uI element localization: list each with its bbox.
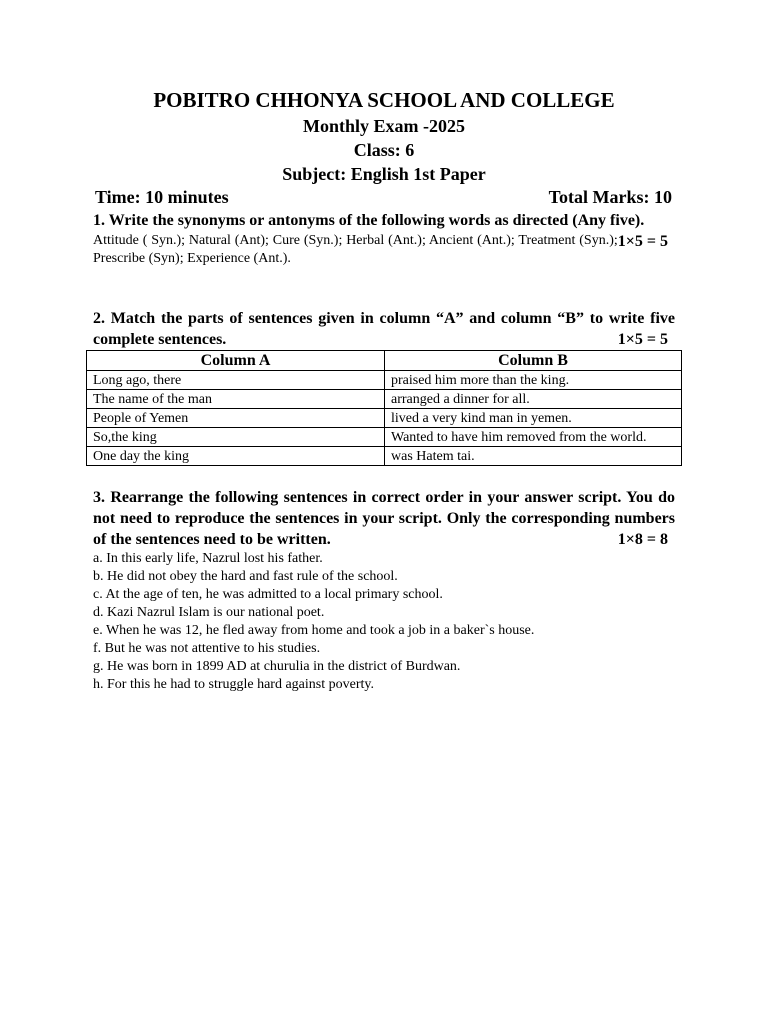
column-b-cell: Wanted to have him removed from the world.	[385, 428, 682, 447]
column-a-cell: People of Yemen	[87, 409, 385, 428]
list-item: g. He was born in 1899 AD at churulia in the district of Burdwan.	[93, 659, 461, 674]
table-row	[87, 447, 682, 466]
list-item: c. At the age of ten, he was admitted to a local primary school.	[93, 587, 443, 602]
question-1-words: Attitude ( Syn.); Natural (Ant); Cure (Syn.); Herbal (Ant.); Ancient (Ant.); Treatment (Syn.); Prescribe (Syn); Experience (Ant.).	[93, 233, 618, 266]
column-b-cell: lived a very kind man in yemen.	[385, 409, 682, 428]
total-marks-label: Total Marks: 10	[548, 187, 672, 207]
question-2	[93, 308, 675, 350]
column-b-cell: was Hatem tai.	[385, 447, 682, 466]
list-item: a. In this early life, Nazrul lost his father.	[93, 551, 323, 566]
school-name: POBITRO CHHONYA SCHOOL AND COLLEGE	[153, 88, 615, 112]
question-2-text: 2. Match the parts of sentences given in column “A” and column “B” to write five complete sentences.	[93, 310, 675, 348]
list-item: b. He did not obey the hard and fast rule of the school.	[93, 569, 398, 584]
question-1	[93, 210, 675, 268]
exam-meta-row	[95, 187, 672, 208]
column-b-cell: praised him more than the king.	[385, 371, 682, 390]
column-a-cell: So,the king	[87, 428, 385, 447]
list-item: e. When he was 12, he fled away from home and took a job in a baker`s house.	[93, 623, 535, 638]
column-a-cell: One day the king	[87, 447, 385, 466]
column-a-cell: The name of the man	[87, 390, 385, 409]
column-a-cell: Long ago, there	[87, 371, 385, 390]
question-3-prompt	[93, 487, 675, 550]
time-label: Time: 10 minutes	[95, 187, 229, 207]
table-row	[87, 390, 682, 409]
question-3	[93, 487, 675, 550]
column-b-cell: arranged a dinner for all.	[385, 390, 682, 409]
column-b-header: Column B	[385, 351, 682, 371]
question-2-prompt	[93, 308, 675, 350]
sentence-list	[93, 550, 675, 694]
class-label: Class: 6	[353, 140, 415, 160]
table-row	[87, 371, 682, 390]
table-row	[87, 428, 682, 447]
subject-label: Subject: English 1st Paper	[282, 164, 486, 184]
question-3-text: 3. Rearrange the following sentences in correct order in your answer script. You do not need to reproduce the sentences in your script. Only the corresponding numbers of the sentences need to be written.	[93, 489, 675, 548]
column-a-header: Column A	[87, 351, 385, 371]
list-item: h. For this he had to struggle hard against poverty.	[93, 677, 374, 692]
list-item: f. But he was not attentive to his studies.	[93, 641, 321, 656]
table-row	[87, 409, 682, 428]
question-2-marks: 1×5 = 5	[617, 331, 668, 348]
matching-table	[86, 350, 682, 466]
exam-title: Monthly Exam -2025	[303, 116, 465, 136]
table-header-row	[87, 351, 682, 371]
question-3-marks: 1×8 = 8	[617, 531, 668, 548]
question-1-text: 1. Write the synonyms or antonyms of the following words as directed (Any five).	[93, 212, 645, 229]
question-1-marks: 1×5 = 5	[617, 233, 668, 250]
list-item: d. Kazi Nazrul Islam is our national poet.	[93, 605, 325, 620]
